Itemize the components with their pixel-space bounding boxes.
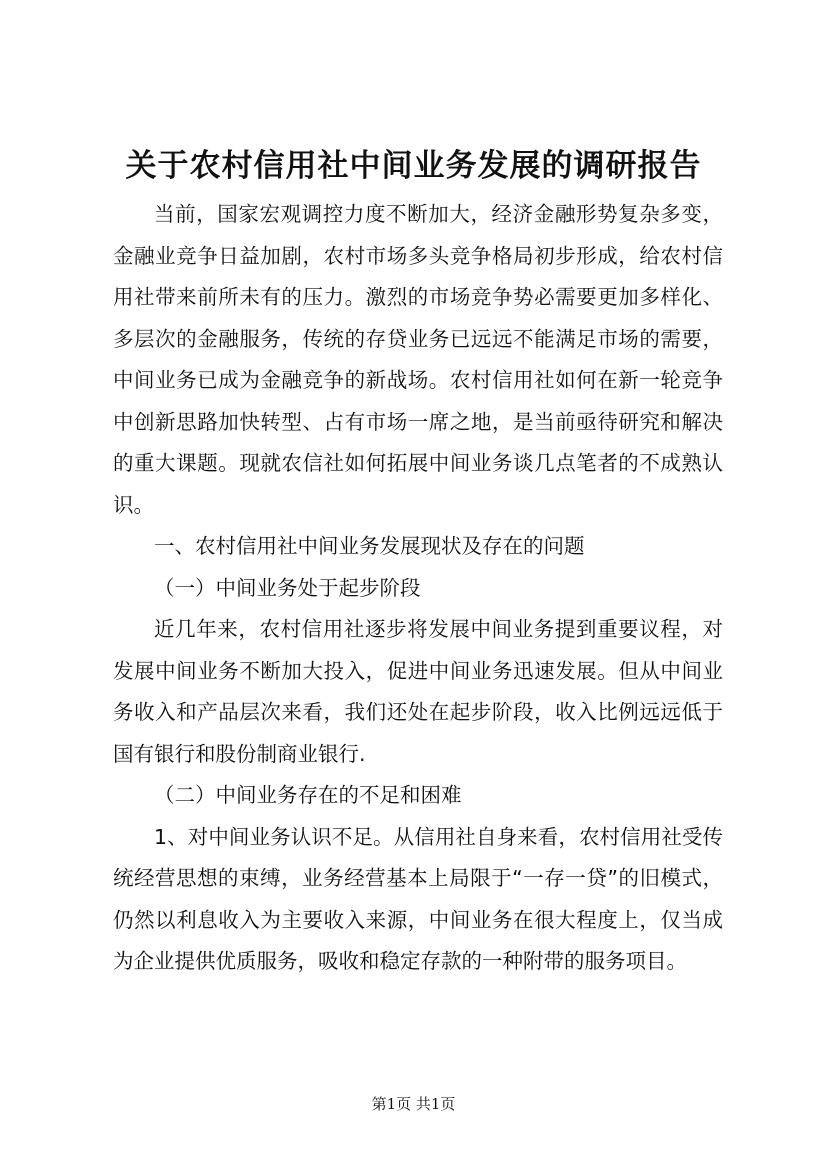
intro-paragraph: 当前，国家宏观调控力度不断加大，经济金融形势复杂多变，金融业竞争日益加剧，农村市场多头竞争格局初步形成，给农村信用社带来前所未有的压力。激烈的市场竞争势必需要更加多样化、多层次的金融服务，传统的存贷业务已远远不能满足市场的需要，中间业务已成为金融竞争的新战场。农村信用社如何在新一轮竞争中创新思路加快转型、占有市场一席之地，是当前亟待研究和解决的重大课题。现就农信社如何拓展中间业务谈几点笔者的不成熟认识。 <box>113 202 723 517</box>
document-body <box>113 194 723 983</box>
section-heading-1: 一、农村信用社中间业务发展现状及存在的问题 <box>154 534 585 558</box>
page-number-footer: 第1页 共1页 <box>371 1095 456 1113</box>
subsection-heading-1: （一）中间业务处于起步阶段 <box>154 575 421 600</box>
subsection-2-paragraph: 1、对中间业务认识不足。从信用社自身来看，农村信用社受传统经营思想的束缚，业务经营基本上局限于“一存一贷”的旧模式，仍然以利息收入为主要收入来源，中间业务在很大程度上，仅当成为企业提供优质服务，吸收和稳定存款的一种附带的服务项目。 <box>113 824 723 973</box>
subsection-heading-2: （二）中间业务存在的不足和困难 <box>154 783 462 807</box>
document-title: 关于农村信用社中间业务发展的调研报告 <box>125 148 702 184</box>
subsection-1-paragraph: 近几年来，农村信用社逐步将发展中间业务提到重要议程，对发展中间业务不断加大投入，促进中间业务迅速发展。但从中间业务收入和产品层次来看，我们还处在起步阶段，收入比例远远低于国有银行和股份制商业银行. <box>113 617 723 766</box>
